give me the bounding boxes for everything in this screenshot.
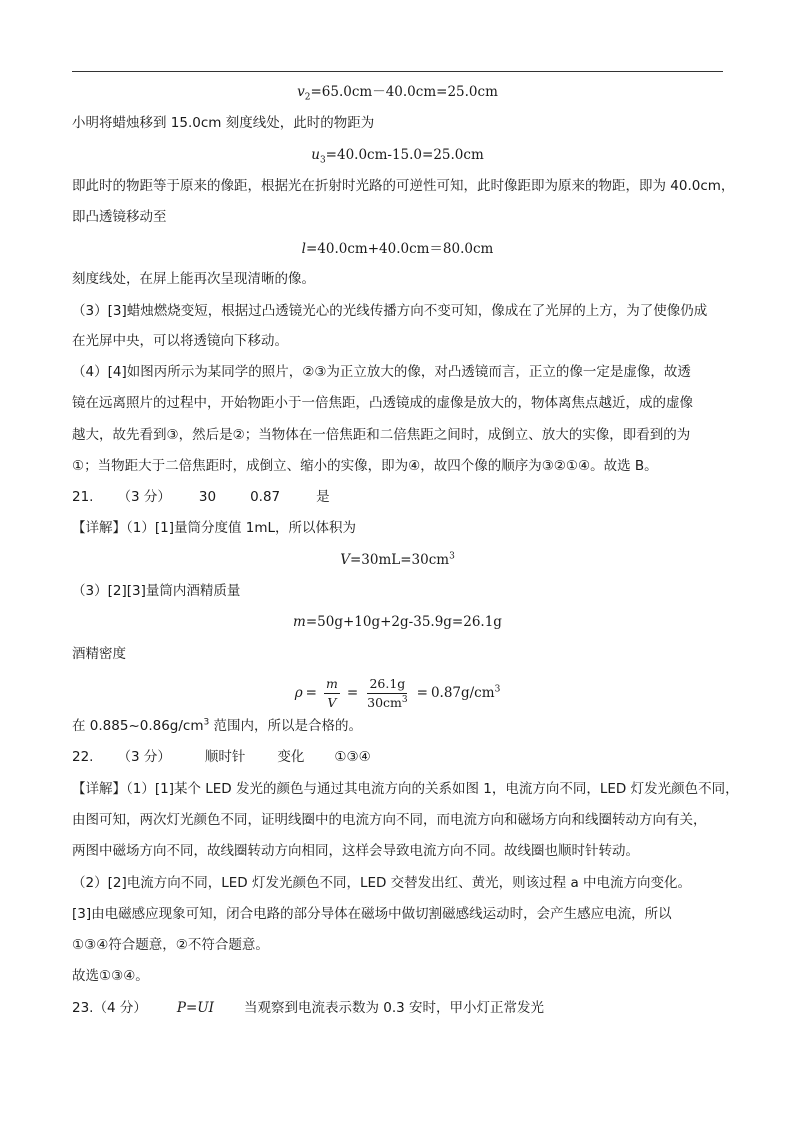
text-line: 在 $0.885\sim 0.86g/cm^3$ 范围内，所以是合格的。 bbox=[72, 717, 363, 734]
text-line: ①③④符合题意，②不符合题意。 bbox=[72, 937, 269, 953]
text-line: （4）[4]如图丙所示为某同学的照片，②③为正立放大的像，对凸透镜而言，正立的像一定是虚像，故透 bbox=[72, 364, 691, 380]
text-line: 【详解】（1）[1]量筒分度值 1mL，所以体积为 bbox=[72, 520, 357, 536]
text-line: 小明将蜡烛移到 15.0cm 刻度线处，此时的物距为 bbox=[72, 115, 375, 131]
formula-density: ρ = $\frac{m}{V}$ = $\frac{26.1g}{30cm^3}$ = $0.87g/cm^3$ bbox=[294, 675, 501, 710]
text-line: 故选①③④。 bbox=[72, 968, 149, 984]
text-line: 两图中磁场方向不同，故线圈转动方向相同，这样会导致电流方向不同。故线圈也顺时针转动。 bbox=[72, 843, 639, 859]
text-line: （2）[2]电流方向不同，LED 灯发光颜色不同，LED 交替发出红、黄光，则该过程 a 中电流方向变化。 bbox=[72, 875, 692, 891]
fraction-m-over-v: $\frac{m}{V}$ bbox=[325, 675, 338, 710]
text-line: ①；当物距大于二倍焦距时，成倒立、缩小的实像，即为④，故四个像的顺序为③②①④。故选 B。 bbox=[72, 458, 658, 474]
text-line: 酒精密度 bbox=[72, 646, 126, 662]
formula-u3: $u_3=40.0cm-15.0=25.0cm$ bbox=[311, 147, 484, 166]
text-line: 越大，故先看到③，然后是②；当物体在一倍焦距和二倍焦距之间时，成倒立、放大的实像，即看到的为 bbox=[72, 427, 691, 443]
text-line: 在光屏中央，可以将透镜向下移动。 bbox=[72, 333, 288, 349]
formula-l: l=40.0cm+40.0cm＝80.0cm bbox=[301, 241, 494, 257]
text-line: 镜在远离照片的过程中，开始物距小于一倍焦距，凸透镜成的虚像是放大的，物体离焦点越近，成的虚像 bbox=[72, 395, 693, 411]
answer-23: 23.（4 分） P=UI 当观察到电流表示数为 0.3 安时，甲小灯正常发光 bbox=[72, 1000, 545, 1016]
text-line: 【详解】（1）[1]某个 LED 发光的颜色与通过其电流方向的关系如图 1，电流方向不同，LED 灯发光颜色不同， bbox=[72, 781, 739, 797]
text-line: 即此时的物距等于原来的像距，根据光在折射时光路的可逆性可知，此时像距即为原来的物距，即为 40.0cm， bbox=[72, 178, 735, 194]
text-line: （3）[3]蜡烛燃烧变短，根据过凸透镜光心的光线传播方向不变可知，像成在了光屏的上方，为了使像仍成 bbox=[72, 303, 708, 319]
text-line: 即凸透镜移动至 bbox=[72, 209, 167, 225]
text-line: 刻度线处，在屏上能再次呈现清晰的像。 bbox=[72, 271, 315, 287]
formula-v2: $v_2=65.0cm-40.0cm=25.0cm$ bbox=[297, 84, 498, 103]
text-line: （3）[2][3]量筒内酒精质量 bbox=[72, 583, 241, 599]
fraction-values: $\frac{26.1g}{30cm^3}$ bbox=[367, 675, 408, 710]
formula-volume: $V=30mL=30cm^3$ bbox=[340, 551, 455, 568]
formula-mass: m=50g+10g+2g-35.9g=26.1g bbox=[293, 614, 502, 630]
text-line: [3]由电磁感应现象可知，闭合电路的部分导体在磁场中做切割磁感线运动时，会产生感应电流，所以 bbox=[72, 906, 672, 922]
header-rule bbox=[72, 71, 723, 72]
answer-22: 22. （3 分） 顺时针 变化 ①③④ bbox=[72, 749, 371, 765]
text-line: 由图可知，两次灯光颜色不同，证明线圈中的电流方向不同，而电流方向和磁场方向和线圈转动方向有关， bbox=[72, 812, 707, 828]
answer-21: 21. （3 分） 30 0.87 是 bbox=[72, 489, 330, 505]
